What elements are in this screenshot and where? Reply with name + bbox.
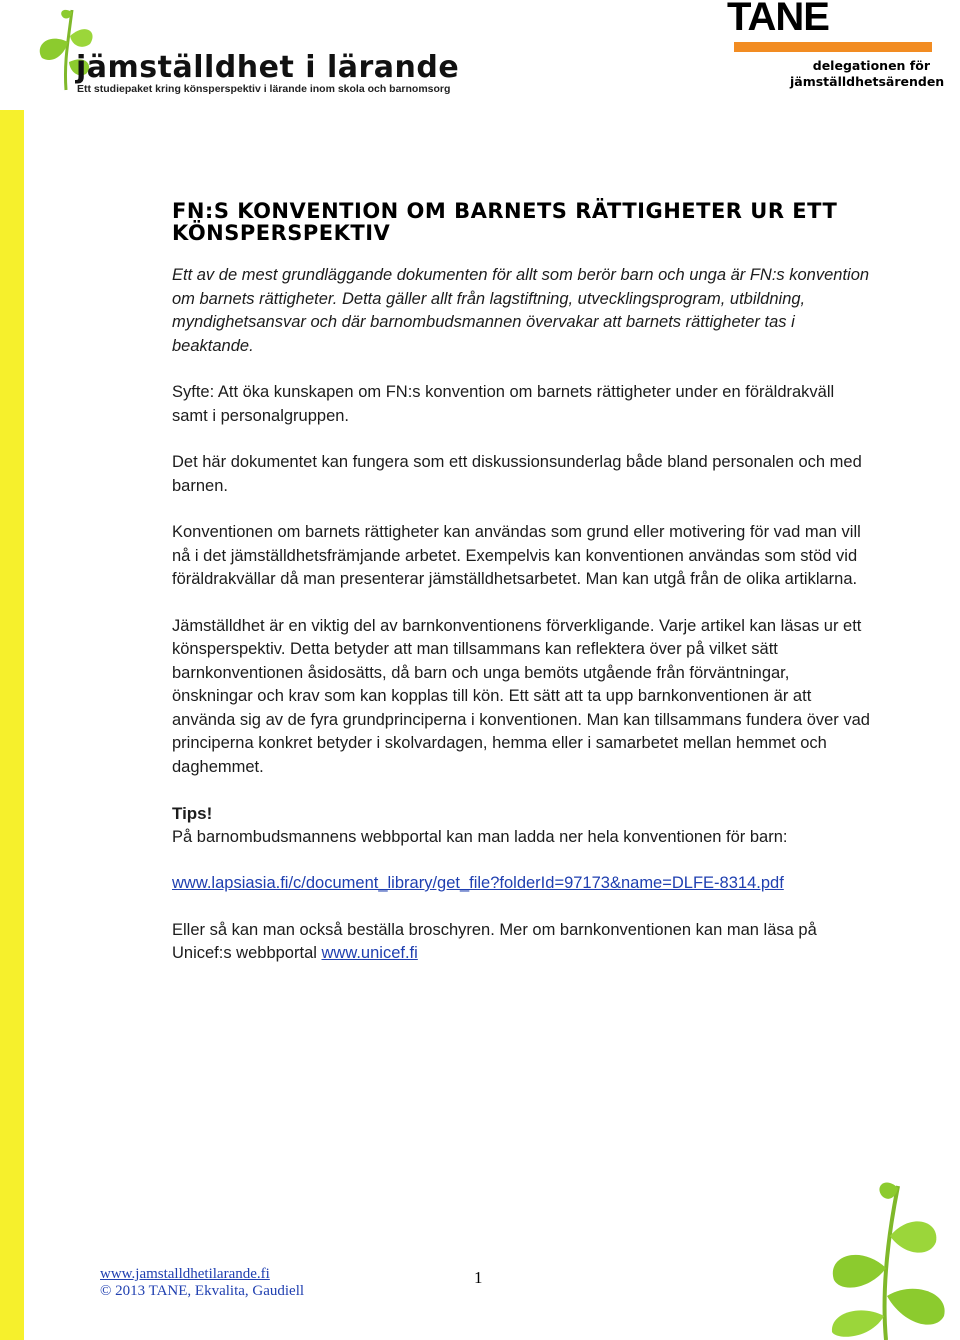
- footer-url-link[interactable]: www.jamstalldhetilarande.fi: [100, 1266, 270, 1282]
- logo-subtitle-line2: jämställdhetsärenden: [790, 74, 945, 89]
- tane-logo: TANE: [727, 0, 829, 39]
- page-number: 1: [474, 1268, 483, 1287]
- logo-subtitle-line1: delegationen för: [812, 58, 930, 73]
- tips-heading: Tips!: [172, 804, 213, 823]
- document-title: FN:S KONVENTION OM BARNETS RÄTTIGHETER UR ETT KÖNSPERSPEKTIV: [172, 199, 838, 245]
- tips-link-paragraph: [172, 872, 872, 896]
- lapsiasia-link[interactable]: www.lapsiasia.fi/c/document_library/get_file?folderId=97173&name=DLFE-8314.pdf: [172, 874, 784, 892]
- footer-sprout-icon: [790, 1176, 960, 1340]
- convention-use-paragraph: Konventionen om barnets rättigheter kan användas som grund eller motivering för vad man vill nå i det jämställdhetsfrämjande arbetet. Exempelvis kan konventionen användas som stöd vid föräldrakvällar då man presenterar jämställdhetsarbetet. Man kan utgå från de olika artiklarna.: [172, 523, 861, 588]
- order-text: Eller så kan man också beställa broschyren. Mer om barnkonventionen kan man läsa på Unicef:s webbportal: [172, 920, 817, 962]
- brand-subtitle: Ett studiepaket kring könsperspektiv i lärande inom skola och barnomsorg: [77, 83, 451, 95]
- yellow-sidebar: [0, 110, 24, 1340]
- order-paragraph: [172, 919, 872, 966]
- unicef-link[interactable]: www.unicef.fi: [321, 944, 418, 962]
- brand-title: jämställdhet i lärande: [76, 50, 460, 85]
- footer-copyright: © 2013 TANE, Ekvalita, Gaudiell: [100, 1283, 305, 1299]
- intro-paragraph: Ett av de mest grundläggande dokumenten för allt som berör barn och unga är FN:s konvention om barnets rättigheter. Detta gäller allt från lagstiftning, utvecklingsprogram, utbildning, myndighetsansvar och där barnombudsmannen övervakar att barnets rättigheter tas i beaktande.: [172, 266, 870, 355]
- equality-paragraph: Jämställdhet är en viktig del av barnkonventionens förverkligande. Varje artikel kan läsas ur ett könsperspektiv. Detta betyder att man tillsammans kan reflektera över på vilket sätt barnkonventionen åsidosätts, då barn och unga bemöts utgående från förväntningar, önskningar och krav som kan kopplas till kön. Ett sätt att ta upp barnkonventionen är att använda sig av de fyra grundprinciperna i konventionen. Man kan tillsammans fundera över vad principerna konkret betyder i skolvardagen, hemma eller i samarbetet mellan hemmet och daghemmet.: [172, 616, 870, 776]
- tips-text: På barnombudsmannens webbportal kan man ladda ner hela konventionen för barn:: [172, 827, 788, 846]
- purpose-paragraph: Syfte: Att öka kunskapen om FN:s konvention om barnets rättigheter under en föräldrakväll samt i personalgruppen.: [172, 383, 835, 425]
- logo-bar: [734, 42, 932, 52]
- usage-paragraph: Det här dokumentet kan fungera som ett diskussionsunderlag både bland personalen och med barnen.: [172, 453, 862, 495]
- document-body: [172, 264, 872, 989]
